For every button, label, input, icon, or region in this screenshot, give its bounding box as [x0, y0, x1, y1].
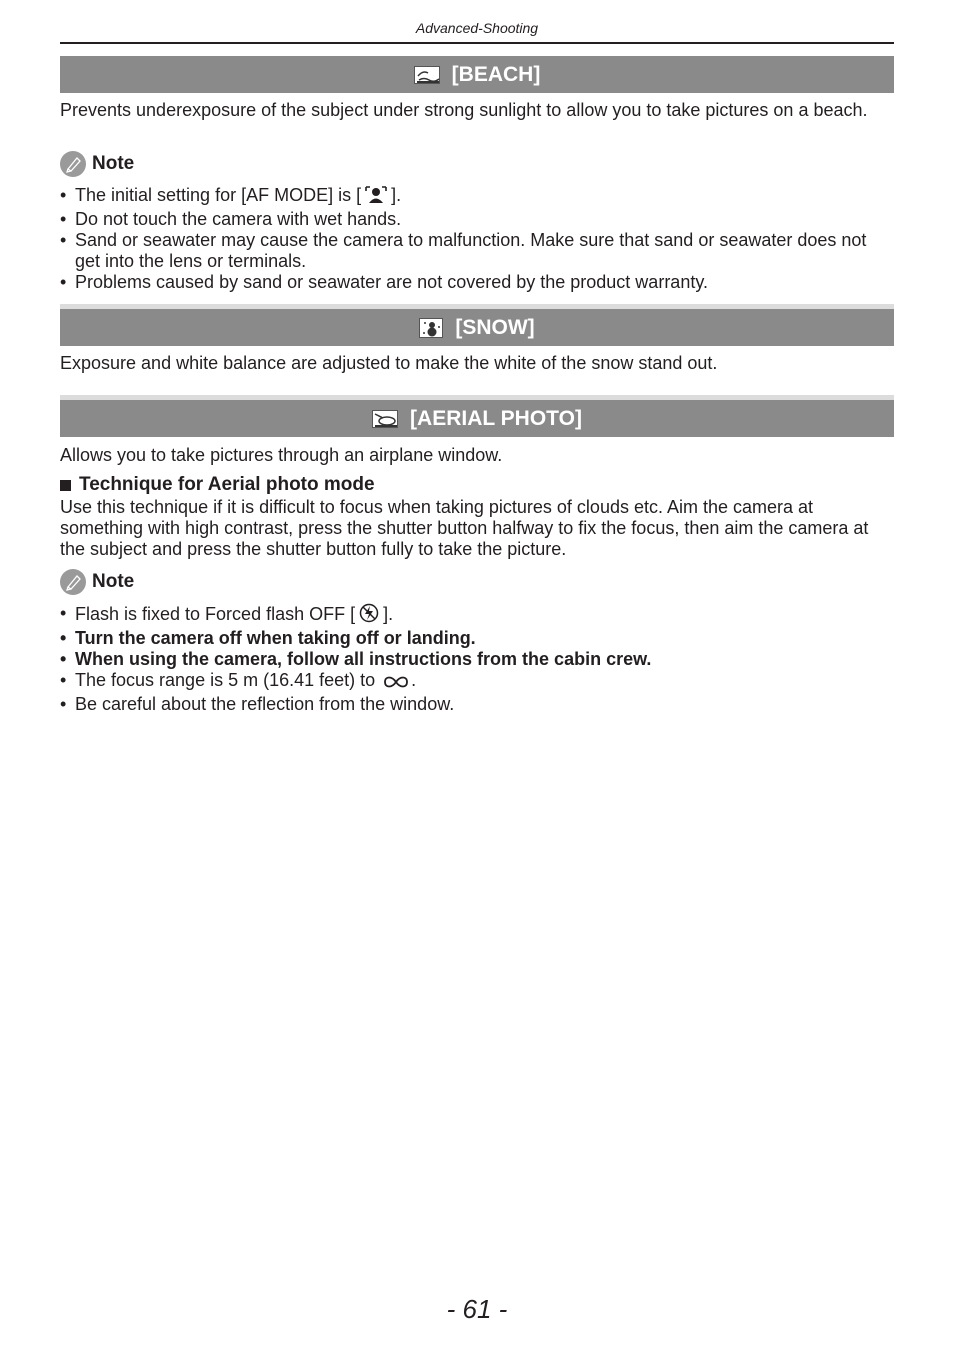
list-item: • Do not touch the camera with wet hands.: [60, 209, 894, 230]
section-title-aerial-photo: [AERIAL PHOTO]: [410, 406, 582, 430]
note-label-1: Note: [92, 153, 135, 174]
note-label-2: Note: [92, 571, 135, 592]
infinity-icon: [383, 673, 409, 694]
list-item: • The focus range is 5 m (16.41 feet) to .: [60, 670, 894, 694]
list-item: • The initial setting for [AF MODE] is [ ].: [60, 185, 894, 209]
aerial-description: Allows you to take pictures through an airplane window.: [60, 445, 503, 465]
header-rule: [60, 42, 894, 44]
list-item: • When using the camera, follow all instructions from the cabin crew.: [60, 649, 894, 670]
list-item: • Sand or seawater may cause the camera to malfunction. Make sure that sand or seawater does not get into the lens or terminals.: [60, 230, 894, 272]
snow-scene-icon: [419, 318, 443, 338]
note-heading-1: [60, 151, 134, 177]
running-head: Advanced-Shooting: [415, 20, 539, 36]
section-title-snow: [SNOW]: [455, 315, 535, 339]
aerial-photo-scene-icon: [372, 410, 398, 428]
note-list-1: [60, 185, 894, 293]
technique-heading: Technique for Aerial photo mode: [60, 474, 375, 496]
snow-description: Exposure and white balance are adjusted to make the white of the snow stand out.: [60, 353, 718, 373]
face-detection-icon: [365, 186, 387, 209]
flash-off-icon: [359, 603, 379, 628]
beach-scene-icon: [414, 66, 440, 84]
list-item: • Flash is fixed to Forced flash OFF [ ].: [60, 603, 894, 628]
pencil-note-icon: [60, 151, 86, 177]
section-header-aerial-photo: [60, 400, 894, 437]
list-item: • Turn the camera off when taking off or landing.: [60, 628, 894, 649]
section-header-beach: [60, 56, 894, 93]
page-number: - 61 -: [446, 1294, 508, 1324]
beach-description: Prevents underexposure of the subject under strong sunlight to allow you to take pictures on a beach.: [60, 100, 868, 120]
note-heading-2: [60, 569, 134, 595]
list-item: • Be careful about the reflection from the window.: [60, 694, 894, 715]
note-list-2: [60, 603, 894, 715]
section-header-snow: [60, 309, 894, 346]
section-title-beach: [BEACH]: [451, 62, 541, 86]
square-bullet-icon: [60, 480, 71, 491]
list-item: • Problems caused by sand or seawater are not covered by the product warranty.: [60, 272, 894, 293]
pencil-note-icon: [60, 569, 86, 595]
technique-text: Use this technique if it is difficult to focus when taking pictures of clouds etc. Aim the camera at something with high contrast, press the shutter button halfway to fix the focus, then aim the camera at the subject and press the shutter button fully to take the picture.: [60, 497, 869, 559]
